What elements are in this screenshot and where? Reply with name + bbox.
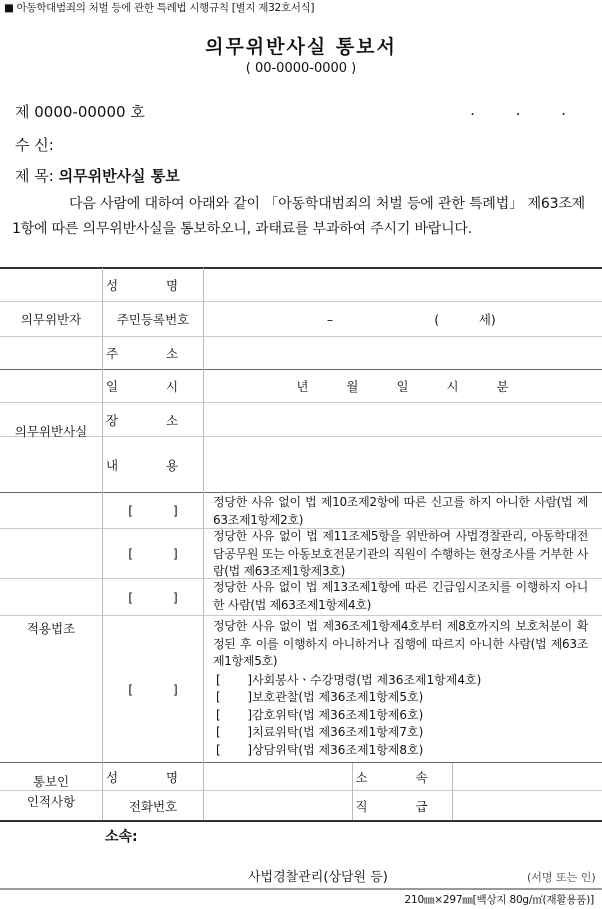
notifier-affiliation-label: 소 속 bbox=[355, 769, 450, 785]
law-checkbox[interactable]: [ ] bbox=[128, 589, 178, 605]
violator-section-label: 의무위반자 bbox=[20, 311, 82, 327]
notifier-label-line2: 인적사항 bbox=[26, 793, 76, 809]
violator-rrn-value: – bbox=[326, 311, 334, 327]
violation-place-label: 장 소 bbox=[105, 412, 201, 428]
notifier-section-label bbox=[0, 763, 102, 820]
document-number: ( 00-0000-0000 ) bbox=[245, 61, 357, 76]
subject-label: 제 목: bbox=[15, 167, 54, 185]
subject-line bbox=[15, 165, 180, 186]
form-header: ■ 아동학대범죄의 처벌 등에 관한 특례법 시행규칙 [별지 제32호서식] bbox=[4, 2, 315, 14]
law-checkbox[interactable]: [ ] bbox=[128, 681, 178, 697]
notifier-label-line1: 통보인 bbox=[32, 773, 70, 789]
law-item: 정당한 사유 없이 법 제11조제5항을 위반하여 사법경찰관리, 아동학대전담공무원 또는 아동보호전문기관의 직원이 수행하는 현장조사를 거부한 사람(법 제63조제1항제3호) bbox=[213, 529, 588, 578]
signature-label: (서명 또는 인) bbox=[527, 871, 596, 884]
violation-section-label: 의무위반사실 bbox=[14, 424, 88, 439]
violation-datetime-value: 년 월 일 시 분 bbox=[296, 379, 509, 394]
table-bottom-border bbox=[0, 820, 602, 822]
body-paragraph: 다음 사람에 대하여 아래와 같이 「아동학대범죄의 처벌 등에 관한 특례법」 제63조제1항에 따른 의무위반사실을 통보하오니, 과태료를 부과하여 주시기 바랍니다. bbox=[12, 196, 585, 237]
column-divider bbox=[452, 763, 453, 820]
notifier-phone-label: 전화번호 bbox=[128, 798, 178, 814]
violator-name-label-cell bbox=[103, 268, 203, 301]
reference-number: 제 0000-00000 호 bbox=[15, 103, 145, 121]
violator-address-label: 주 소 bbox=[105, 346, 201, 361]
violator-age-value: ( 세) bbox=[434, 312, 496, 327]
paper-spec: 210㎜×297㎜[백상지 80g/㎡(재활용품)] bbox=[404, 894, 594, 906]
law-sub-item[interactable]: [ ]사회봉사ㆍ수강명령(법 제36조제1항제4호) bbox=[216, 673, 482, 687]
law-item: 정당한 사유 없이 법 제13조제1항에 따른 긴급임시조치를 이행하지 아니한 사람(법 제63조제1항제4호) bbox=[213, 580, 588, 612]
notifier-name-label: 성 명 bbox=[105, 769, 201, 785]
notifier-rank-label: 직 급 bbox=[355, 798, 450, 814]
violator-name-label: 성 명 bbox=[105, 277, 201, 293]
law-sub-item[interactable]: [ ]상담위탁(법 제36조제1항제8호) bbox=[216, 743, 424, 757]
laws-section-label: 적용법조 bbox=[26, 620, 76, 636]
document-title: 의무위반사실 통보서 bbox=[205, 36, 397, 58]
column-divider bbox=[203, 268, 204, 820]
violator-rrn-label: 주민등록번호 bbox=[116, 312, 190, 327]
law-sub-item[interactable]: [ ]보호관찰(법 제36조제1항제5호) bbox=[216, 690, 424, 704]
law-sub-item[interactable]: [ ]치료위탁(법 제36조제1항제7호) bbox=[216, 725, 424, 739]
violation-content-label: 내 용 bbox=[105, 457, 201, 473]
law-sub-item[interactable]: [ ]감호위탁(법 제36조제1항제6호) bbox=[216, 708, 424, 722]
law-checkbox[interactable]: [ ] bbox=[128, 546, 178, 561]
recipient-label: 수 신: bbox=[15, 136, 54, 154]
affiliation-footer: 소속: bbox=[105, 829, 138, 845]
footer-divider bbox=[0, 888, 602, 890]
subject-value: 의무위반사실 통보 bbox=[58, 167, 180, 185]
law-item: 정당한 사유 없이 법 제36조제1항제4호부터 제8호까지의 보호처분이 확정된 후 이를 이행하지 아니하거나 집행에 따르지 아니한 사람(법 제63조제1항제5호) bbox=[213, 619, 588, 668]
violation-datetime-label: 일 시 bbox=[105, 379, 201, 394]
law-checkbox[interactable]: [ ] bbox=[128, 503, 178, 518]
officer-title: 사법경찰관리(상담원 등) bbox=[248, 870, 388, 885]
date-placeholder: . . . bbox=[470, 101, 584, 119]
law-item: 정당한 사유 없이 법 제10조제2항에 따른 신고를 하지 아니한 사람(법 제63조제1항제2호) bbox=[213, 495, 588, 527]
